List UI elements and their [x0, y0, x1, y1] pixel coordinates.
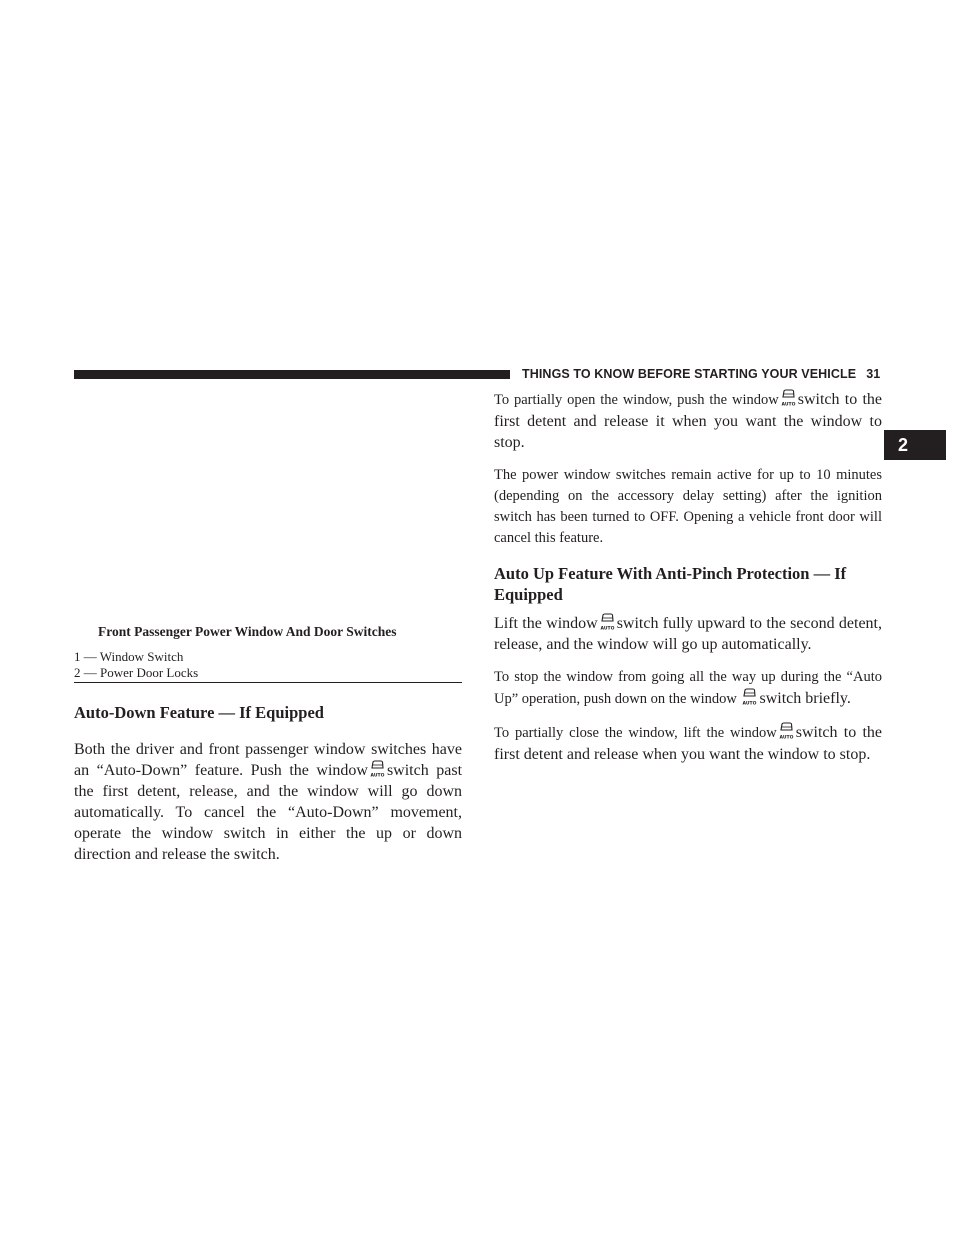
lift-window-paragraph: Lift the window AUTO switch fully upward to the second detent, release, and the window will go up automatically. [494, 615, 882, 653]
figure-legend [74, 649, 198, 681]
right-column [494, 389, 882, 765]
auto-down-section [74, 702, 462, 865]
section-title: THINGS TO KNOW BEFORE STARTING YOUR VEHICLE [522, 367, 857, 381]
stop-auto-up-paragraph: To stop the window from going all the way up during the “Auto Up” operation, push down on the window AUTO switch briefly. [494, 669, 882, 707]
svg-text:AUTO: AUTO [779, 735, 794, 740]
svg-text:AUTO: AUTO [600, 626, 615, 631]
auto-down-heading: Auto-Down Feature — If Equipped [74, 703, 324, 722]
svg-text:AUTO: AUTO [370, 773, 385, 778]
legend-item: 1 — Window Switch [74, 649, 184, 664]
chapter-tab: 2 [884, 430, 946, 460]
auto-window-switch-icon [781, 389, 796, 407]
auto-up-heading: Auto Up Feature With Anti-Pinch Protection — If Equipped [494, 564, 847, 604]
accessory-delay-paragraph: The power window switches remain active for up to 10 minutes (depending on the accessory delay setting) after the ignition switch has been turned to OFF. Opening a vehicle front door will cancel this feature. [494, 467, 882, 546]
caption-divider [74, 682, 462, 683]
partial-open-paragraph: To partially open the window, push the window AUTO switch to the first detent and release it when you want the window to stop. [494, 391, 882, 451]
page-number: 31 [866, 367, 881, 381]
svg-text:AUTO: AUTO [781, 402, 796, 407]
auto-window-switch-icon [779, 722, 794, 740]
legend-item: 2 — Power Door Locks [74, 665, 199, 680]
figure-caption: Front Passenger Power Window And Door Switches [98, 624, 397, 639]
auto-window-switch-icon [600, 613, 615, 631]
auto-window-switch-icon [370, 760, 385, 778]
partial-close-paragraph: To partially close the window, lift the window AUTO switch to the first detent and release when you want the window to stop. [494, 724, 883, 763]
svg-text:AUTO: AUTO [743, 701, 757, 706]
header-rule [74, 370, 510, 379]
auto-down-paragraph: Both the driver and front passenger window switches have an “Auto-Down” feature. Push the window AUTO switch past the first detent, release, and the window will go down automatically. To cancel the “Auto-Down” movement, operate the window switch in either the up or down direction and release the switch. [74, 741, 463, 863]
auto-window-switch-icon [742, 688, 757, 706]
running-header [522, 367, 892, 381]
